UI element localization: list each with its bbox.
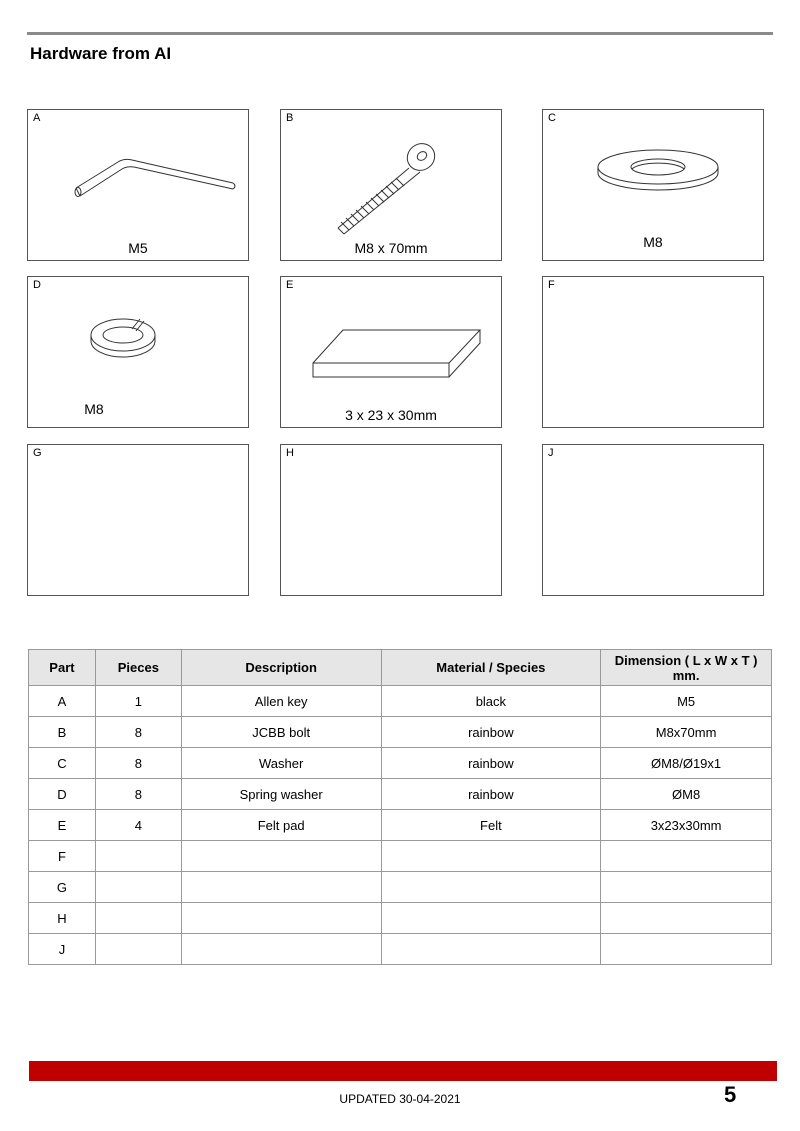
panel-caption: M8 x 70mm [354, 240, 428, 256]
cell-part: J [29, 934, 96, 965]
footer-bar [29, 1061, 777, 1081]
cell-material: rainbow [381, 717, 601, 748]
cell-pieces: 1 [95, 686, 181, 717]
panel-f [542, 276, 764, 428]
panel-letter: C [548, 112, 556, 124]
cell-material: rainbow [381, 748, 601, 779]
panel-d [27, 276, 249, 428]
cell-dimension: ØM8 [601, 779, 772, 810]
cell-dimension [601, 872, 772, 903]
panel-caption: M5 [128, 240, 148, 256]
cell-material [381, 903, 601, 934]
panel-letter: H [286, 447, 294, 459]
table-row [29, 686, 772, 717]
cell-part: G [29, 872, 96, 903]
cell-material: black [381, 686, 601, 717]
panel-g [27, 444, 249, 596]
page-title: Hardware from AI [30, 44, 172, 63]
cell-dimension: M5 [601, 686, 772, 717]
panel-caption: 3 x 23 x 30mm [345, 407, 437, 423]
cell-part: E [29, 810, 96, 841]
cell-description [181, 872, 381, 903]
cell-pieces: 8 [95, 779, 181, 810]
table-row [29, 872, 772, 903]
cell-material: Felt [381, 810, 601, 841]
panel-letter: G [33, 447, 42, 459]
table-row [29, 841, 772, 872]
panel-letter: E [286, 279, 294, 291]
cell-description [181, 841, 381, 872]
table-header-row [29, 650, 772, 686]
table-row [29, 748, 772, 779]
panel-caption: M8 [643, 234, 663, 250]
cell-pieces [95, 841, 181, 872]
cell-dimension [601, 903, 772, 934]
cell-description: Allen key [181, 686, 381, 717]
header-pieces: Pieces [95, 650, 181, 686]
panel-letter: F [548, 279, 555, 291]
cell-pieces: 8 [95, 748, 181, 779]
panel-letter: D [33, 279, 41, 291]
cell-material [381, 841, 601, 872]
panel-e [280, 276, 502, 428]
header-part: Part [29, 650, 96, 686]
table-row [29, 779, 772, 810]
cell-description: Felt pad [181, 810, 381, 841]
cell-dimension: ØM8/Ø19x1 [601, 748, 772, 779]
panel-j [542, 444, 764, 596]
header-dimension-line1: Dimension ( L x W x T ) [614, 652, 758, 668]
cell-pieces: 4 [95, 810, 181, 841]
cell-pieces [95, 934, 181, 965]
panel-c [542, 109, 764, 261]
cell-description [181, 903, 381, 934]
header-dimension [601, 650, 772, 686]
panel-caption: M8 [84, 401, 104, 417]
cell-pieces: 8 [95, 717, 181, 748]
parts-table [28, 649, 772, 965]
cell-description: Spring washer [181, 779, 381, 810]
cell-part: H [29, 903, 96, 934]
table-row [29, 717, 772, 748]
table-row [29, 810, 772, 841]
panel-letter: B [286, 112, 294, 124]
header-material: Material / Species [381, 650, 601, 686]
cell-dimension: 3x23x30mm [601, 810, 772, 841]
cell-description: JCBB bolt [181, 717, 381, 748]
cell-part: D [29, 779, 96, 810]
footer-updated: UPDATED 30-04-2021 [339, 1092, 461, 1106]
cell-part: F [29, 841, 96, 872]
header-dimension-line2: mm. [672, 667, 700, 683]
top-rule [27, 32, 773, 35]
cell-part: A [29, 686, 96, 717]
panel-h [280, 444, 502, 596]
cell-part: B [29, 717, 96, 748]
panel-letter: J [548, 447, 554, 459]
cell-dimension: M8x70mm [601, 717, 772, 748]
cell-dimension [601, 841, 772, 872]
panel-letter: A [33, 112, 41, 124]
cell-material [381, 934, 601, 965]
cell-pieces [95, 903, 181, 934]
panel-a [27, 109, 249, 261]
cell-part: C [29, 748, 96, 779]
cell-dimension [601, 934, 772, 965]
page-number: 5 [724, 1082, 737, 1107]
panel-b [280, 109, 502, 261]
table-row [29, 934, 772, 965]
cell-material: rainbow [381, 779, 601, 810]
table-row [29, 903, 772, 934]
header-description: Description [181, 650, 381, 686]
cell-description: Washer [181, 748, 381, 779]
cell-description [181, 934, 381, 965]
cell-pieces [95, 872, 181, 903]
cell-material [381, 872, 601, 903]
